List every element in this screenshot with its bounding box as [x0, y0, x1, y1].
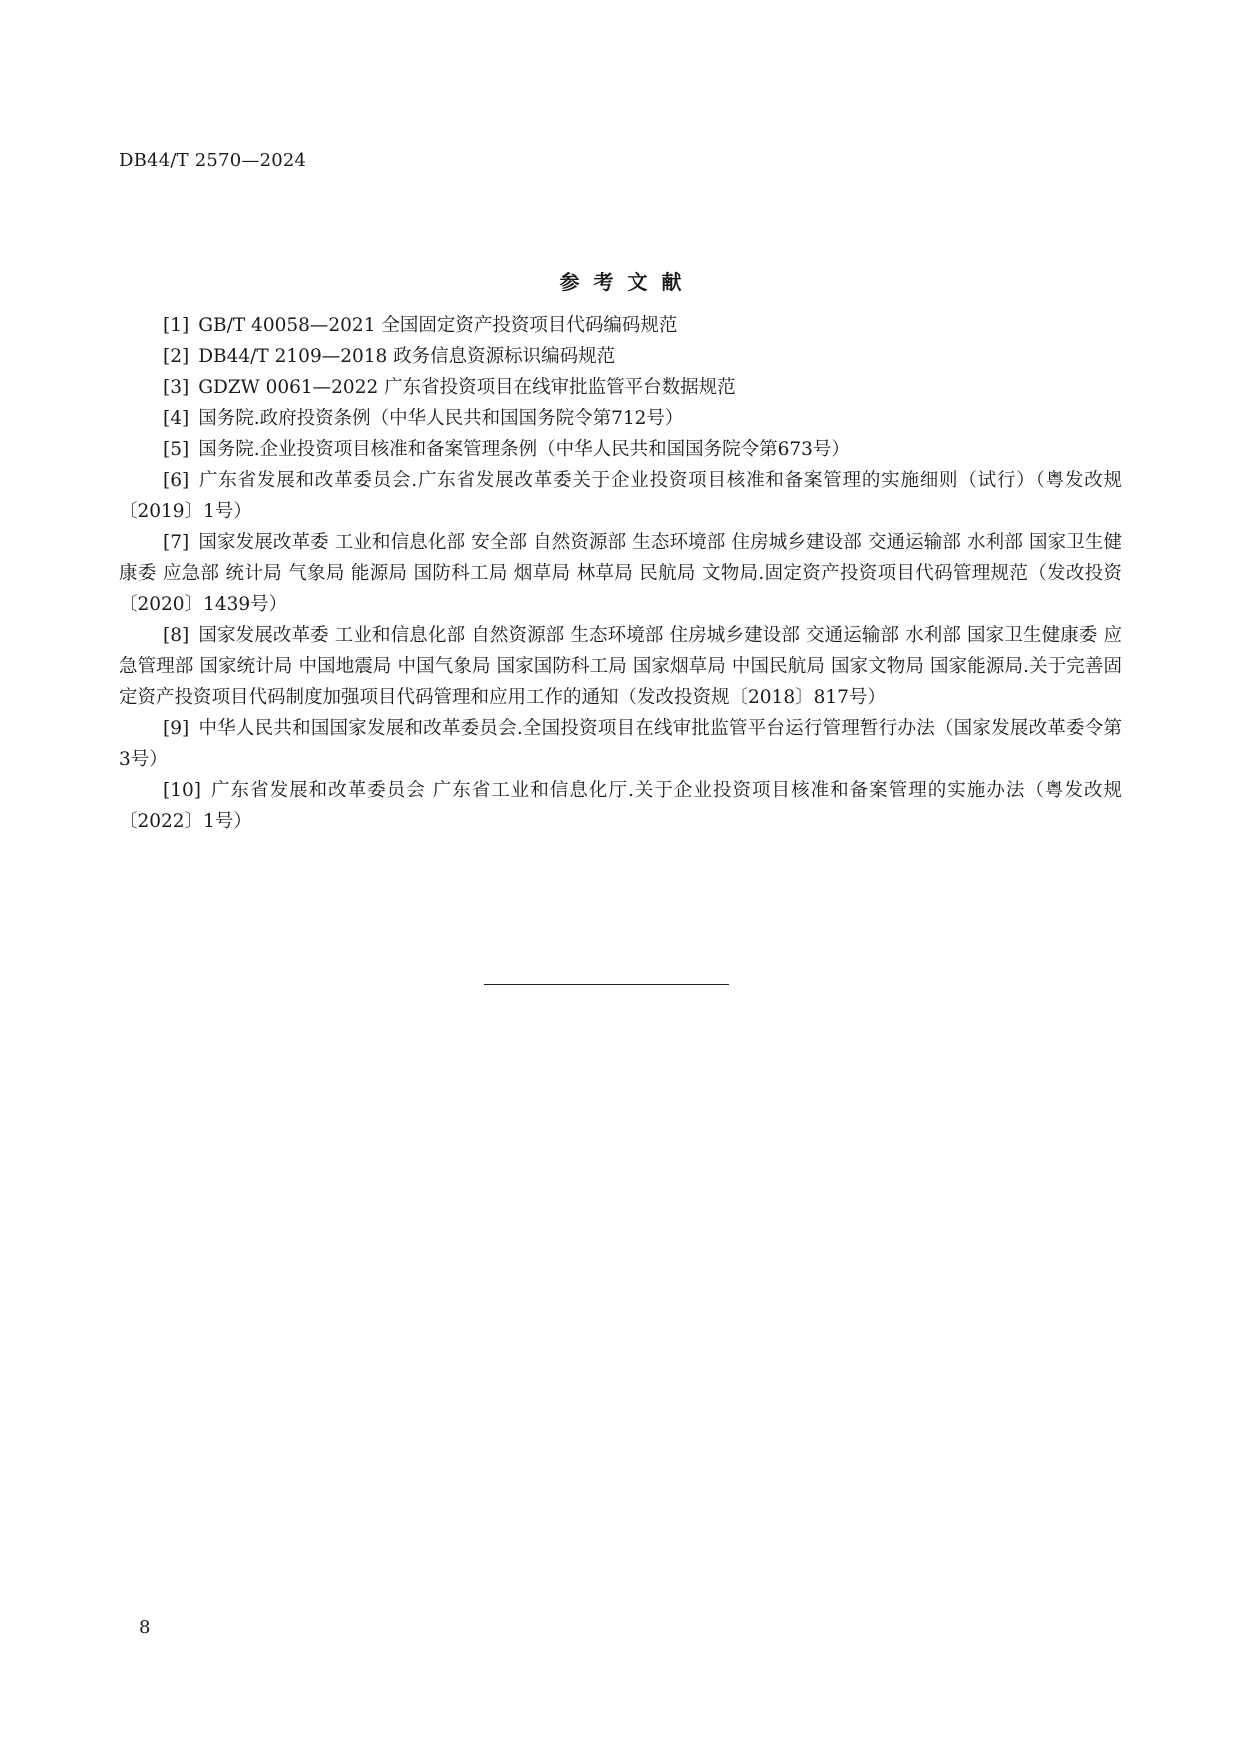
reference-item [119, 620, 1122, 713]
reference-item [119, 465, 1122, 527]
reference-item [119, 775, 1122, 837]
reference-item [119, 403, 1122, 434]
reference-text: 广东省发展和改革委员会 广东省工业和信息化厅.关于企业投资项目核准和备案管理的实施办法（粤发改规〔2022〕1号） [119, 780, 1122, 832]
reference-number: [1] [163, 315, 190, 336]
reference-item [119, 527, 1122, 620]
reference-number: [9] [163, 718, 190, 739]
reference-number: [8] [163, 625, 190, 646]
reference-item [119, 713, 1122, 775]
reference-number: [5] [163, 439, 190, 460]
reference-text: 国家发展改革委 工业和信息化部 自然资源部 生态环境部 住房城乡建设部 交通运输部 水利部 国家卫生健康委 应急管理部 国家统计局 中国地震局 中国气象局 国家国防科工局 国家烟草局 中国民航局 国家文物局 国家能源局.关于完善固定资产投资项目代码制度加强项目代码管理和应用工作的通知（发改投资规〔2018〕817号） [119, 625, 1122, 708]
end-divider [484, 984, 729, 985]
reference-item [119, 372, 1122, 403]
section-title: 参考文献 [559, 270, 696, 294]
reference-number: [3] [163, 377, 190, 398]
reference-number: [7] [163, 532, 190, 553]
reference-text: 国家发展改革委 工业和信息化部 安全部 自然资源部 生态环境部 住房城乡建设部 交通运输部 水利部 国家卫生健康委 应急部 统计局 气象局 能源局 国防科工局 烟草局 林草局 民航局 文物局.固定资产投资项目代码管理规范（发改投资〔2020〕1439号） [119, 532, 1122, 615]
reference-list [119, 310, 1122, 837]
reference-text: DB44/T 2109—2018 政务信息资源标识编码规范 [198, 346, 616, 367]
reference-item [119, 341, 1122, 372]
reference-number: [6] [163, 470, 190, 491]
reference-text: 中华人民共和国国家发展和改革委员会.全国投资项目在线审批监管平台运行管理暂行办法（国家发展改革委令第3号） [119, 718, 1122, 770]
reference-item [119, 434, 1122, 465]
reference-text: 广东省发展和改革委员会.广东省发展改革委关于企业投资项目核准和备案管理的实施细则（试行）（粤发改规〔2019〕1号） [119, 470, 1122, 522]
reference-text: 国务院.企业投资项目核准和备案管理条例（中华人民共和国国务院令第673号） [198, 439, 850, 460]
reference-item [119, 310, 1122, 341]
reference-text: 国务院.政府投资条例（中华人民共和国国务院令第712号） [198, 408, 684, 429]
reference-number: [2] [163, 346, 190, 367]
standard-code: DB44/T 2570—2024 [119, 150, 307, 171]
reference-text: GDZW 0061—2022 广东省投资项目在线审批监管平台数据规范 [198, 377, 736, 398]
reference-number: [4] [163, 408, 190, 429]
page-number: 8 [139, 1617, 151, 1638]
reference-text: GB/T 40058—2021 全国固定资产投资项目代码编码规范 [198, 315, 678, 336]
reference-number: [10] [163, 780, 201, 801]
